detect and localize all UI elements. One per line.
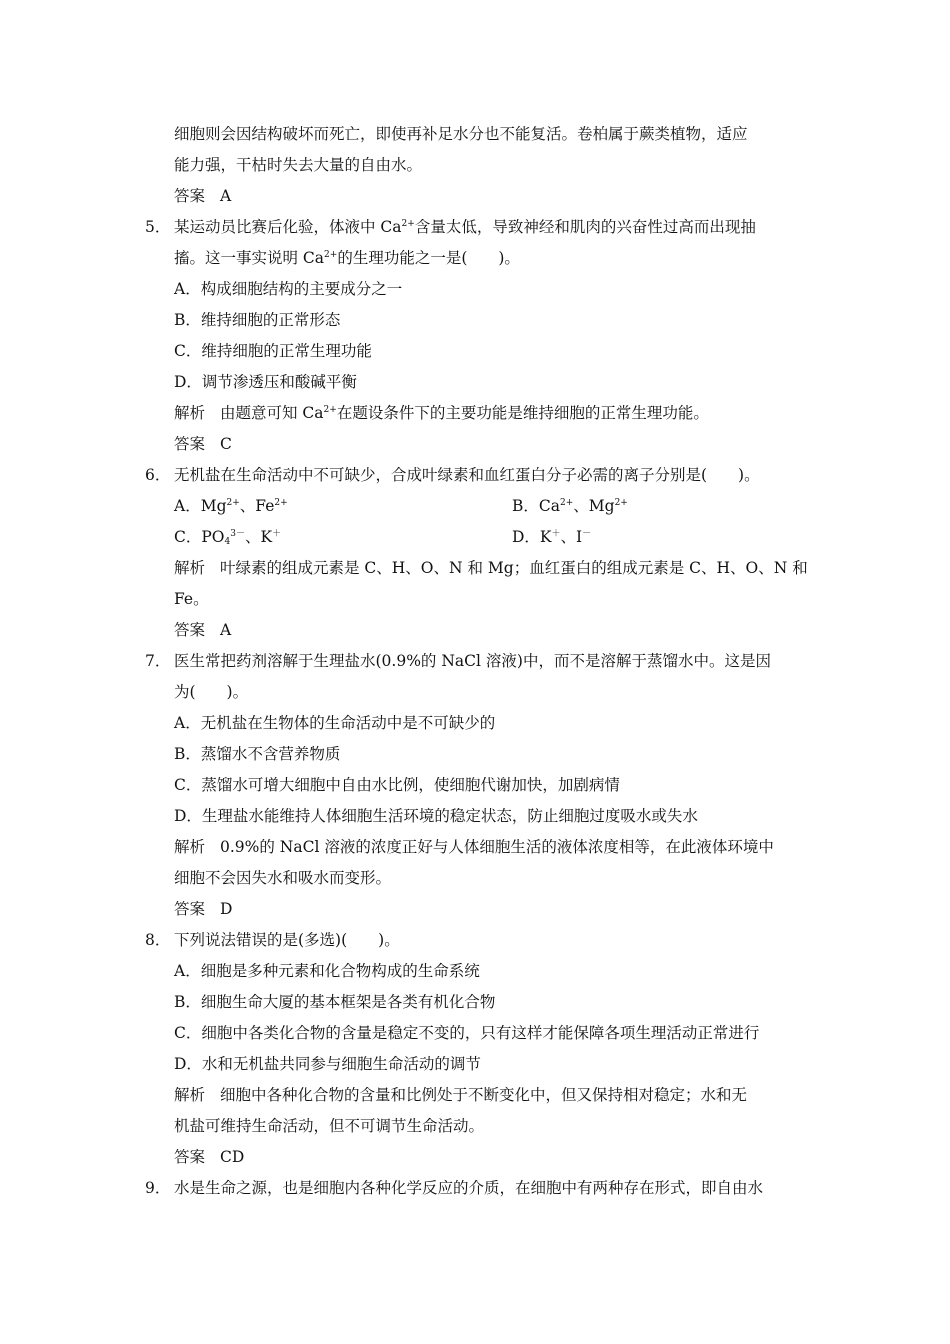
analysis-label: 解析 — [174, 838, 206, 856]
superscript: 2+ — [401, 219, 415, 229]
q7-stem-line-1 — [145, 646, 771, 677]
superscript: 2+ — [614, 498, 628, 508]
q6-analysis-line-2: Fe。 — [174, 590, 209, 608]
q7-option-a: A．无机盐在生物体的生命活动中是不可缺少的 — [174, 714, 496, 732]
q6-option-a — [174, 491, 288, 522]
option-text: 、K — [244, 528, 273, 546]
question-number: 8． — [145, 931, 171, 949]
q5-option-b: B．维持细胞的正常形态 — [174, 311, 341, 329]
answer-label: 答案 — [174, 621, 206, 639]
q4-text-line-2: 能力强，干枯时失去大量的自由水。 — [174, 156, 423, 174]
q9-stem-line-1 — [145, 1173, 763, 1204]
q7-option-d: D．生理盐水能维持人体细胞生活环境的稳定状态，防止细胞过度吸水或失水 — [174, 807, 698, 825]
option-text: A．Mg — [174, 497, 227, 515]
q8-analysis-line-1 — [174, 1080, 747, 1111]
question-number: 9． — [145, 1179, 171, 1197]
q6-stem — [145, 460, 760, 491]
answer-label: 答案 — [174, 187, 206, 205]
superscript: 2+ — [560, 498, 574, 508]
q8-option-d: D．水和无机盐共同参与细胞生命活动的调节 — [174, 1055, 481, 1073]
answer-label: 答案 — [174, 435, 206, 453]
superscript: ＋ — [551, 529, 561, 539]
q4-answer: A — [220, 187, 232, 205]
question-number: 5． — [145, 218, 171, 236]
q5-option-c: C．维持细胞的正常生理功能 — [174, 342, 372, 360]
question-number: 7． — [145, 652, 171, 670]
q7-stem-line-2: 为( )。 — [174, 683, 249, 701]
q8-stem — [145, 925, 400, 956]
q8-analysis-text: 细胞中各种化合物的含量和比例处于不断变化中，但又保持相对稳定；水和无 — [220, 1086, 748, 1104]
q7-option-b: B．蒸馏水不含营养物质 — [174, 745, 341, 763]
q4-answer-line — [174, 181, 231, 212]
q7-analysis-text: 0.9%的 NaCl 溶液的浓度正好与人体细胞生活的液体浓度相等，在此液体环境中 — [220, 838, 774, 856]
analysis-label: 解析 — [174, 559, 206, 577]
q5-stem-line-2 — [174, 243, 520, 274]
q8-analysis-line-2: 机盐可维持生命活动，但不可调节生命活动。 — [174, 1117, 485, 1135]
q6-analysis-text: 叶绿素的组成元素是 C、H、O、N 和 Mg；血红蛋白的组成元素是 C、H、O、N 和 — [220, 559, 808, 577]
q6-option-d — [512, 522, 591, 553]
q8-option-a: A．细胞是多种元素和化合物构成的生命系统 — [174, 962, 480, 980]
superscript: － — [582, 529, 592, 539]
q6-option-b — [512, 491, 628, 522]
q8-option-c: C．细胞中各类化合物的含量是稳定不变的，只有这样才能保障各项生理活动正常进行 — [174, 1024, 760, 1042]
question-number: 6． — [145, 466, 171, 484]
superscript: 2+ — [274, 498, 288, 508]
q5-analysis-part: 在题设条件下的主要功能是维持细胞的正常生理功能。 — [336, 404, 709, 422]
superscript: 2+ — [323, 405, 337, 415]
q5-stem-part: 某运动员比赛后化验，体液中 Ca — [174, 218, 402, 236]
q5-stem-part: 搐。这一事实说明 Ca — [174, 249, 325, 267]
q5-stem-part: 的生理功能之一是( )。 — [337, 249, 520, 267]
q5-option-d: D．调节渗透压和酸碱平衡 — [174, 373, 357, 391]
option-text: C．PO — [174, 528, 225, 546]
superscript: 3－ — [230, 529, 245, 539]
q6-answer-line — [174, 615, 231, 646]
superscript: ＋ — [272, 529, 282, 539]
q5-option-a: A．构成细胞结构的主要成分之一 — [174, 280, 403, 298]
q5-stem-line-1 — [145, 212, 756, 243]
answer-label: 答案 — [174, 900, 206, 918]
q7-option-c: C．蒸馏水可增大细胞中自由水比例，使细胞代谢加快，加剧病情 — [174, 776, 620, 794]
q8-stem-text: 下列说法错误的是(多选)( )。 — [174, 931, 400, 949]
option-text: B．Ca — [512, 497, 560, 515]
q6-stem-text: 无机盐在生命活动中不可缺少，合成叶绿素和血红蛋白分子必需的离子分别是( )。 — [174, 466, 760, 484]
q8-option-b: B．细胞生命大厦的基本框架是各类有机化合物 — [174, 993, 496, 1011]
q5-analysis — [174, 398, 709, 429]
q6-option-c — [174, 522, 281, 553]
superscript: 2+ — [324, 250, 338, 260]
option-text: 、I — [560, 528, 583, 546]
q6-answer: A — [220, 621, 232, 639]
option-text: 、Fe — [239, 497, 275, 515]
q4-text-line-1: 细胞则会因结构破坏而死亡，即使再补足水分也不能复活。卷柏属于蕨类植物，适应 — [174, 125, 748, 143]
q7-analysis-line-1 — [174, 832, 774, 863]
q5-answer: C — [220, 435, 232, 453]
option-text: D．K — [512, 528, 552, 546]
analysis-label: 解析 — [174, 1086, 206, 1104]
superscript: 2+ — [226, 498, 240, 508]
subscript: 4 — [224, 537, 231, 547]
q5-analysis-part: 由题意可知 Ca — [220, 404, 324, 422]
q7-answer-line — [174, 894, 232, 925]
analysis-label: 解析 — [174, 404, 206, 422]
answer-label: 答案 — [174, 1148, 206, 1166]
q6-analysis-line-1 — [174, 553, 808, 584]
q8-answer: CD — [220, 1148, 245, 1166]
q7-analysis-line-2: 细胞不会因失水和吸水而变形。 — [174, 869, 392, 887]
option-text: 、Mg — [573, 497, 615, 515]
q8-answer-line — [174, 1142, 244, 1173]
q5-stem-part: 含量太低，导致神经和肌肉的兴奋性过高而出现抽 — [414, 218, 756, 236]
q7-stem-text: 医生常把药剂溶解于生理盐水(0.9%的 NaCl 溶液)中，而不是溶解于蒸馏水中。这是因 — [174, 652, 771, 670]
q5-answer-line — [174, 429, 232, 460]
q7-answer: D — [220, 900, 233, 918]
q9-stem-text: 水是生命之源，也是细胞内各种化学反应的介质，在细胞中有两种存在形式，即自由水 — [174, 1179, 764, 1197]
